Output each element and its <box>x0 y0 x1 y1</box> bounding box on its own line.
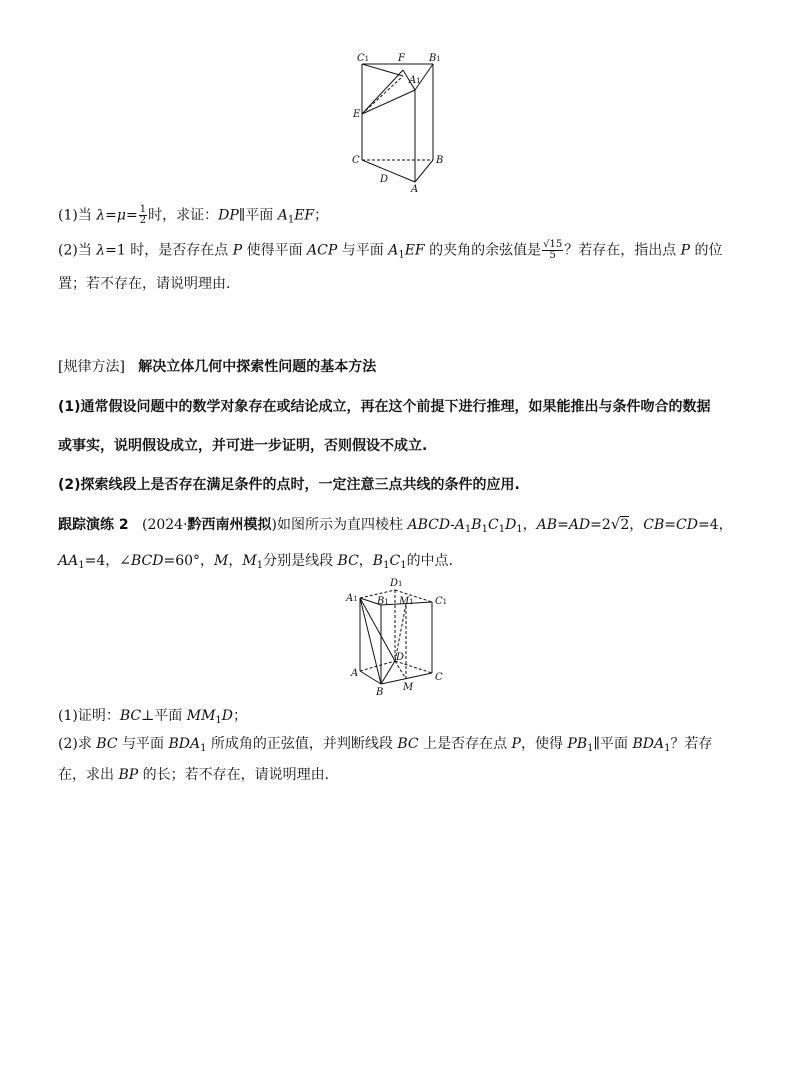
figure-prism-1 <box>345 52 455 197</box>
problem2-q1: (1)证明：BC⊥平面 $MM_1D$； <box>58 708 248 726</box>
label-f: F <box>398 53 405 64</box>
label-d: D <box>380 174 389 185</box>
label-c: C <box>352 155 360 166</box>
label-a1: A1 <box>346 593 358 604</box>
method-heading <box>58 357 376 377</box>
method-title: 解决立体几何中探索性问题的基本方法 <box>138 359 377 375</box>
method-p1-line1: (1)通常假设问题中的数学对象存在或结论成立，再在这个前提下进行推理，如果能推出与条件吻合的数据 <box>58 399 711 415</box>
label-d: D <box>396 652 405 663</box>
edge-e-a1-dashed <box>362 76 403 114</box>
edge-c-a <box>362 160 415 182</box>
label-d1: D1 <box>390 578 403 589</box>
problem2-q2-line1: (2)求 BC 与平面 $BDA_1$ 所成角的正弦值，并判断线段 BC 上是否存在点 P，使得 $PB_1\parallel$平面 $BDA_1$？若存 <box>58 736 713 754</box>
fraction-one-half: $\frac{1}{2}$ <box>139 204 147 226</box>
edge-b-d <box>381 661 395 684</box>
practice-label: 跟踪演练 2 <box>58 517 129 533</box>
figure-prism-2 <box>343 576 453 701</box>
label-b1: B1 <box>429 53 441 64</box>
edge-a1-d <box>360 598 395 661</box>
edge-d-m <box>395 661 406 679</box>
label-e: E <box>353 109 361 120</box>
edge-e-f <box>362 70 403 114</box>
sqrt-symbol: √ <box>610 515 621 533</box>
method-p1-line2: 或事实，说明假设成立，并可进一步证明，否则假设不成立. <box>58 438 428 454</box>
label-m1: M1 <box>399 596 414 607</box>
label-a: A <box>351 668 359 679</box>
edge-a-b <box>415 160 433 182</box>
label-b: B <box>436 155 444 166</box>
edge-e-a1 <box>362 90 415 114</box>
label-c1: C1 <box>357 53 370 64</box>
edge-a1-b <box>360 598 381 684</box>
problem1-q2-line1: (2)当 λ=1 时，是否存在点 P 使得平面 ACP 与平面 $A_1EF$ 的夹角的余弦值是 $\frac{√15}{5}$ ？若存在，指出点 P 的位 <box>58 239 723 261</box>
problem1-q2-line2: 置；若不存在，请说明理由. <box>58 276 231 292</box>
practice-line2: $AA_1=4$，∠BCD=60°，M，$M_1$分别是线段 BC，$B_1C_1$的中点. <box>58 553 454 571</box>
label-b1: B1 <box>377 596 389 607</box>
practice-line1: 跟踪演练 2 (2024·黔西南州模拟)如图所示为直四棱柱 ABCD-$A_1B_1C_1D_1$，AB=AD=2√2，CB=CD=4， <box>58 515 733 535</box>
label-b: B <box>376 687 384 698</box>
problem2-q2-line2: 在，求出 BP 的长；若不存在，请说明理由. <box>58 767 330 783</box>
label-a: A <box>411 184 419 195</box>
fraction-sqrt15-over-5: $\frac{√15}{5}$ <box>543 239 563 261</box>
method-tag: [规律方法] <box>58 359 125 375</box>
label-c: C <box>435 672 443 683</box>
edge-c1-a1 <box>362 64 403 76</box>
problem1-q1: (1)当 λ=μ= $\frac{1}{2}$ 时，求证：DP∥平面 $A_1EF$； <box>58 204 329 226</box>
label-c1: C1 <box>435 596 448 607</box>
label-a1: A1 <box>409 75 421 86</box>
method-p2: (2)探索线段上是否存在满足条件的点时，一定注意三点共线的条件的应用. <box>58 477 520 493</box>
label-m: M <box>403 682 414 693</box>
